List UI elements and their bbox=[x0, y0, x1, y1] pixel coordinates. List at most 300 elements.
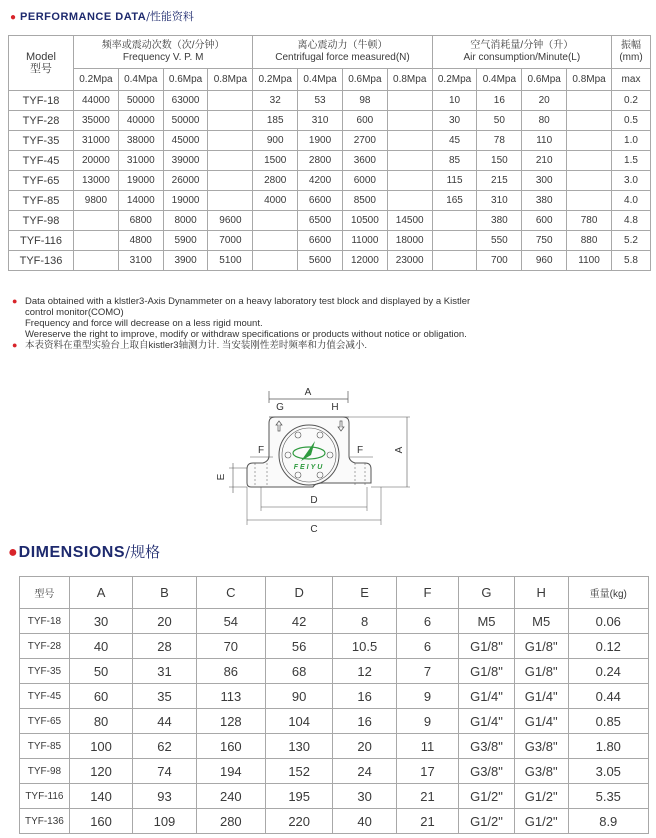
dimension-cell: 160 bbox=[69, 809, 132, 834]
amplitude-cell: 3.0 bbox=[612, 171, 651, 191]
force-cell: 4000 bbox=[253, 191, 298, 211]
pressure-header: 0.4Mpa bbox=[477, 69, 522, 91]
amplitude-cell: 1.5 bbox=[612, 151, 651, 171]
air-cell: 30 bbox=[432, 111, 477, 131]
freq-cell: 20000 bbox=[74, 151, 119, 171]
force-header bbox=[253, 36, 432, 69]
amplitude-cell: 1.0 bbox=[612, 131, 651, 151]
air-header-cn: 空气消耗量/分钟（升） bbox=[470, 40, 574, 51]
dimension-cell: 80 bbox=[69, 709, 132, 734]
dimensions-header-cell: 型号 bbox=[20, 577, 70, 609]
air-cell bbox=[567, 151, 612, 171]
air-cell: 1100 bbox=[567, 251, 612, 271]
air-cell bbox=[567, 191, 612, 211]
bullet-icon: ● bbox=[8, 544, 18, 561]
model-header-cn: 型号 bbox=[30, 63, 52, 75]
freq-cell: 50000 bbox=[163, 111, 208, 131]
freq-cell: 8000 bbox=[163, 211, 208, 231]
model-cell: TYF-98 bbox=[20, 759, 70, 784]
force-cell: 10500 bbox=[342, 211, 387, 231]
dimension-cell: 6 bbox=[396, 609, 458, 634]
air-cell: 20 bbox=[522, 91, 567, 111]
table-row bbox=[9, 211, 651, 231]
dimension-cell: 90 bbox=[265, 684, 332, 709]
pressure-header: 0.8Mpa bbox=[387, 69, 432, 91]
freq-cell: 13000 bbox=[74, 171, 119, 191]
dimension-cell: G1/4" bbox=[514, 709, 568, 734]
logo-text: FEIYU bbox=[293, 464, 325, 471]
dimension-cell: 68 bbox=[265, 659, 332, 684]
air-cell: 210 bbox=[522, 151, 567, 171]
dimension-cell: 31 bbox=[133, 659, 196, 684]
model-cell: TYF-18 bbox=[20, 609, 70, 634]
note-line-2: control monitor(COMO) bbox=[25, 307, 124, 318]
freq-cell: 45000 bbox=[163, 131, 208, 151]
table-row bbox=[9, 191, 651, 211]
dimension-cell: 56 bbox=[265, 634, 332, 659]
table-row bbox=[20, 809, 649, 834]
dimension-cell: 9 bbox=[396, 684, 458, 709]
dimension-cell: 30 bbox=[69, 609, 132, 634]
amplitude-sub-header: max bbox=[612, 69, 651, 91]
air-cell: 750 bbox=[522, 231, 567, 251]
force-cell: 5600 bbox=[298, 251, 343, 271]
force-cell: 32 bbox=[253, 91, 298, 111]
force-cell: 18000 bbox=[387, 231, 432, 251]
force-cell: 23000 bbox=[387, 251, 432, 271]
air-cell: 50 bbox=[477, 111, 522, 131]
freq-cell: 9800 bbox=[74, 191, 119, 211]
dimensions-title-en: DIMENSIONS bbox=[18, 544, 126, 561]
force-cell: 98 bbox=[342, 91, 387, 111]
air-cell bbox=[432, 251, 477, 271]
model-header bbox=[9, 36, 74, 91]
freq-cell: 4800 bbox=[118, 231, 163, 251]
force-cell: 2700 bbox=[342, 131, 387, 151]
model-cell: TYF-18 bbox=[9, 91, 74, 111]
air-cell bbox=[432, 211, 477, 231]
dimension-cell: 44 bbox=[133, 709, 196, 734]
freq-cell bbox=[208, 171, 253, 191]
air-cell bbox=[432, 231, 477, 251]
air-header bbox=[432, 36, 611, 69]
pressure-header: 0.2Mpa bbox=[74, 69, 119, 91]
dimension-cell: 8.9 bbox=[568, 809, 648, 834]
freq-cell: 63000 bbox=[163, 91, 208, 111]
air-cell: 215 bbox=[477, 171, 522, 191]
label-f-left: F bbox=[257, 445, 265, 456]
dimension-cell: 194 bbox=[196, 759, 265, 784]
bullet-icon: ● bbox=[12, 340, 18, 350]
freq-cell: 6800 bbox=[118, 211, 163, 231]
force-cell bbox=[387, 131, 432, 151]
air-cell: 380 bbox=[477, 211, 522, 231]
dimension-cell: 0.06 bbox=[568, 609, 648, 634]
dimensions-section-title bbox=[8, 541, 160, 562]
freq-cell bbox=[74, 231, 119, 251]
model-cell: TYF-98 bbox=[9, 211, 74, 231]
force-cell bbox=[387, 111, 432, 131]
force-cell: 11000 bbox=[342, 231, 387, 251]
performance-title-cn: /性能资料 bbox=[146, 10, 194, 23]
air-cell: 85 bbox=[432, 151, 477, 171]
dimension-cell: 11 bbox=[396, 734, 458, 759]
force-cell: 3600 bbox=[342, 151, 387, 171]
performance-title-en: PERFORMANCE DATA bbox=[20, 11, 147, 23]
label-g: G bbox=[276, 402, 284, 413]
dimension-cell: 42 bbox=[265, 609, 332, 634]
dimensions-header-row bbox=[20, 577, 649, 609]
dimension-cell: G3/8" bbox=[459, 759, 515, 784]
freq-cell: 26000 bbox=[163, 171, 208, 191]
force-cell bbox=[387, 191, 432, 211]
dimension-cell: 20 bbox=[133, 609, 196, 634]
dimension-cell: 28 bbox=[133, 634, 196, 659]
model-cell: TYF-116 bbox=[20, 784, 70, 809]
force-header-en: Centrifugal force measured(N) bbox=[275, 52, 410, 63]
dimensions-header-cell: D bbox=[265, 577, 332, 609]
amplitude-cell: 5.2 bbox=[612, 231, 651, 251]
force-cell: 6600 bbox=[298, 231, 343, 251]
frequency-header bbox=[74, 36, 253, 69]
dimensions-header-cell: A bbox=[69, 577, 132, 609]
freq-cell: 44000 bbox=[74, 91, 119, 111]
model-cell: TYF-65 bbox=[20, 709, 70, 734]
force-cell: 1500 bbox=[253, 151, 298, 171]
note-line-1: Data obtained with a klstler3-Axis Dynammeter on a heavy laboratory test block and displayed by a Kistler bbox=[25, 296, 471, 307]
freq-cell: 5100 bbox=[208, 251, 253, 271]
table-row bbox=[9, 171, 651, 191]
force-cell: 2800 bbox=[253, 171, 298, 191]
air-cell: 10 bbox=[432, 91, 477, 111]
model-cell: TYF-65 bbox=[9, 171, 74, 191]
dimension-cell: M5 bbox=[514, 609, 568, 634]
dimension-cell: 17 bbox=[396, 759, 458, 784]
table-row bbox=[20, 734, 649, 759]
air-cell: 960 bbox=[522, 251, 567, 271]
dimensions-header-cell: B bbox=[133, 577, 196, 609]
dimension-cell: G3/8" bbox=[459, 734, 515, 759]
dimension-cell: 9 bbox=[396, 709, 458, 734]
amplitude-cell: 0.5 bbox=[612, 111, 651, 131]
force-header-cn: 离心震动力（牛顿） bbox=[297, 40, 388, 51]
force-cell bbox=[387, 151, 432, 171]
force-cell: 6600 bbox=[298, 191, 343, 211]
freq-cell: 31000 bbox=[74, 131, 119, 151]
air-cell: 45 bbox=[432, 131, 477, 151]
dimension-cell: 74 bbox=[133, 759, 196, 784]
dimension-cell: G1/8" bbox=[459, 659, 515, 684]
pressure-header: 0.8Mpa bbox=[567, 69, 612, 91]
amplitude-cell: 4.0 bbox=[612, 191, 651, 211]
freq-cell bbox=[208, 131, 253, 151]
freq-cell: 19000 bbox=[163, 191, 208, 211]
dimension-cell: 40 bbox=[333, 809, 396, 834]
force-cell: 4200 bbox=[298, 171, 343, 191]
table-row bbox=[20, 709, 649, 734]
dimension-cell: 20 bbox=[333, 734, 396, 759]
air-cell: 115 bbox=[432, 171, 477, 191]
table-row bbox=[20, 784, 649, 809]
dimension-cell: G3/8" bbox=[514, 734, 568, 759]
dimension-cell: 3.05 bbox=[568, 759, 648, 784]
dimension-cell: 0.12 bbox=[568, 634, 648, 659]
vibrator-dimension-diagram bbox=[205, 383, 415, 533]
force-cell: 6500 bbox=[298, 211, 343, 231]
amplitude-header-en: (mm) bbox=[619, 52, 643, 63]
air-cell: 110 bbox=[522, 131, 567, 151]
dimension-cell: 21 bbox=[396, 809, 458, 834]
dimension-cell: 120 bbox=[69, 759, 132, 784]
notes bbox=[12, 296, 470, 351]
note-line-3: Frequency and force will decrease on a less rigid mount. bbox=[25, 318, 263, 329]
frequency-header-cn: 频率或震动次数（次/分钟） bbox=[101, 40, 225, 51]
freq-cell: 14000 bbox=[118, 191, 163, 211]
pressure-header: 0.2Mpa bbox=[253, 69, 298, 91]
dimension-cell: G1/8" bbox=[514, 634, 568, 659]
bullet-icon: ● bbox=[10, 12, 17, 23]
note-line-4: Wereserve the right to improve, modify or withdraw specifications or products without notice or obligation. bbox=[25, 329, 467, 340]
air-cell: 310 bbox=[477, 191, 522, 211]
air-cell: 700 bbox=[477, 251, 522, 271]
dimension-cell: 5.35 bbox=[568, 784, 648, 809]
performance-section-title bbox=[10, 8, 194, 24]
table-row bbox=[20, 634, 649, 659]
dimension-cell: 280 bbox=[196, 809, 265, 834]
freq-cell: 9600 bbox=[208, 211, 253, 231]
dimension-cell: 7 bbox=[396, 659, 458, 684]
dimension-cell: 8 bbox=[333, 609, 396, 634]
dimension-cell: 0.24 bbox=[568, 659, 648, 684]
model-cell: TYF-136 bbox=[9, 251, 74, 271]
dimension-cell: 130 bbox=[265, 734, 332, 759]
dimension-cell: 86 bbox=[196, 659, 265, 684]
dimension-cell: 35 bbox=[133, 684, 196, 709]
pressure-header: 0.2Mpa bbox=[432, 69, 477, 91]
air-cell: 380 bbox=[522, 191, 567, 211]
pressure-header: 0.4Mpa bbox=[118, 69, 163, 91]
note-chinese bbox=[12, 340, 470, 351]
air-cell: 78 bbox=[477, 131, 522, 151]
dimension-cell: 0.44 bbox=[568, 684, 648, 709]
freq-cell: 3900 bbox=[163, 251, 208, 271]
force-cell: 900 bbox=[253, 131, 298, 151]
pressure-header: 0.6Mpa bbox=[163, 69, 208, 91]
force-cell: 8500 bbox=[342, 191, 387, 211]
model-header-en: Model bbox=[26, 51, 56, 63]
model-cell: TYF-35 bbox=[20, 659, 70, 684]
freq-cell: 7000 bbox=[208, 231, 253, 251]
freq-cell: 39000 bbox=[163, 151, 208, 171]
amplitude-cell: 0.2 bbox=[612, 91, 651, 111]
freq-cell: 35000 bbox=[74, 111, 119, 131]
dimensions-header-cell: C bbox=[196, 577, 265, 609]
force-cell: 2800 bbox=[298, 151, 343, 171]
dimension-cell: 128 bbox=[196, 709, 265, 734]
bullet-icon: ● bbox=[12, 296, 18, 306]
air-cell: 165 bbox=[432, 191, 477, 211]
dimension-cell: 16 bbox=[333, 684, 396, 709]
air-cell bbox=[567, 91, 612, 111]
table-row bbox=[20, 659, 649, 684]
performance-table bbox=[8, 35, 651, 271]
table-row bbox=[9, 231, 651, 251]
freq-cell: 19000 bbox=[118, 171, 163, 191]
freq-cell: 31000 bbox=[118, 151, 163, 171]
dimensions-header-cell: F bbox=[396, 577, 458, 609]
air-cell: 80 bbox=[522, 111, 567, 131]
freq-cell bbox=[208, 111, 253, 131]
dimension-cell: 1.80 bbox=[568, 734, 648, 759]
dimension-cell: 0.85 bbox=[568, 709, 648, 734]
force-cell: 185 bbox=[253, 111, 298, 131]
air-cell bbox=[567, 131, 612, 151]
label-f-right: F bbox=[356, 445, 364, 456]
dimension-cell: G1/4" bbox=[514, 684, 568, 709]
dimension-cell: 104 bbox=[265, 709, 332, 734]
force-cell: 1900 bbox=[298, 131, 343, 151]
label-a-side: A bbox=[394, 446, 405, 454]
dimension-cell: 40 bbox=[69, 634, 132, 659]
force-cell: 12000 bbox=[342, 251, 387, 271]
dimension-cell: G1/8" bbox=[459, 634, 515, 659]
pressure-header: 0.4Mpa bbox=[298, 69, 343, 91]
dimension-cell: 24 bbox=[333, 759, 396, 784]
dimension-cell: 60 bbox=[69, 684, 132, 709]
dimension-cell: 12 bbox=[333, 659, 396, 684]
air-cell: 880 bbox=[567, 231, 612, 251]
dimension-cell: 62 bbox=[133, 734, 196, 759]
dimension-cell: 70 bbox=[196, 634, 265, 659]
dimensions-table bbox=[19, 576, 649, 834]
force-cell bbox=[253, 211, 298, 231]
dimension-cell: G1/2" bbox=[514, 784, 568, 809]
dimension-cell: 113 bbox=[196, 684, 265, 709]
frequency-header-en: Frequency V. P. M bbox=[122, 52, 204, 63]
freq-cell bbox=[74, 251, 119, 271]
dimension-cell: G1/8" bbox=[514, 659, 568, 684]
force-cell: 53 bbox=[298, 91, 343, 111]
dimension-cell: 6 bbox=[396, 634, 458, 659]
air-cell: 600 bbox=[522, 211, 567, 231]
label-e: E bbox=[216, 473, 227, 481]
dimensions-header-cell: G bbox=[459, 577, 515, 609]
force-cell: 600 bbox=[342, 111, 387, 131]
label-a-top: A bbox=[304, 387, 312, 398]
freq-cell: 5900 bbox=[163, 231, 208, 251]
dimension-cell: 16 bbox=[333, 709, 396, 734]
table-row bbox=[9, 131, 651, 151]
dimension-cell: G1/2" bbox=[514, 809, 568, 834]
dimension-cell: 152 bbox=[265, 759, 332, 784]
air-cell: 16 bbox=[477, 91, 522, 111]
air-cell: 300 bbox=[522, 171, 567, 191]
table-row bbox=[20, 684, 649, 709]
dimensions-header-cell: 重量(kg) bbox=[568, 577, 648, 609]
label-h: H bbox=[331, 402, 339, 413]
dimension-cell: 21 bbox=[396, 784, 458, 809]
pressure-header: 0.6Mpa bbox=[522, 69, 567, 91]
model-cell: TYF-85 bbox=[9, 191, 74, 211]
pressure-header: 0.8Mpa bbox=[208, 69, 253, 91]
model-cell: TYF-45 bbox=[20, 684, 70, 709]
air-header-en: Air consumption/Minute(L) bbox=[463, 52, 581, 63]
label-d: D bbox=[310, 495, 318, 506]
amplitude-cell: 5.8 bbox=[612, 251, 651, 271]
freq-cell bbox=[208, 91, 253, 111]
table-row bbox=[9, 251, 651, 271]
force-cell bbox=[253, 251, 298, 271]
dimension-cell: M5 bbox=[459, 609, 515, 634]
dimension-cell: G1/2" bbox=[459, 784, 515, 809]
table-row bbox=[20, 609, 649, 634]
pressure-header: 0.6Mpa bbox=[342, 69, 387, 91]
freq-cell bbox=[208, 191, 253, 211]
model-cell: TYF-28 bbox=[20, 634, 70, 659]
dimension-cell: 195 bbox=[265, 784, 332, 809]
model-cell: TYF-116 bbox=[9, 231, 74, 251]
dimension-cell: G1/4" bbox=[459, 684, 515, 709]
dimensions-title-cn: /规格 bbox=[125, 543, 161, 561]
dimension-cell: 109 bbox=[133, 809, 196, 834]
note-english bbox=[12, 296, 470, 307]
air-cell: 550 bbox=[477, 231, 522, 251]
model-cell: TYF-85 bbox=[20, 734, 70, 759]
freq-cell: 3100 bbox=[118, 251, 163, 271]
air-cell: 150 bbox=[477, 151, 522, 171]
air-cell: 780 bbox=[567, 211, 612, 231]
dimension-cell: 54 bbox=[196, 609, 265, 634]
freq-cell: 50000 bbox=[118, 91, 163, 111]
table-row bbox=[20, 759, 649, 784]
dimension-cell: 160 bbox=[196, 734, 265, 759]
air-cell bbox=[567, 171, 612, 191]
force-cell: 14500 bbox=[387, 211, 432, 231]
label-c: C bbox=[310, 524, 318, 533]
freq-cell: 38000 bbox=[118, 131, 163, 151]
dimension-cell: G3/8" bbox=[514, 759, 568, 784]
force-cell bbox=[387, 91, 432, 111]
amplitude-cell: 4.8 bbox=[612, 211, 651, 231]
table-row bbox=[9, 91, 651, 111]
dimension-cell: G1/2" bbox=[459, 809, 515, 834]
model-cell: TYF-28 bbox=[9, 111, 74, 131]
table-row bbox=[9, 151, 651, 171]
dimension-cell: 220 bbox=[265, 809, 332, 834]
dimensions-header-cell: H bbox=[514, 577, 568, 609]
force-cell bbox=[253, 231, 298, 251]
force-cell bbox=[387, 171, 432, 191]
freq-cell: 40000 bbox=[118, 111, 163, 131]
dimension-cell: G1/4" bbox=[459, 709, 515, 734]
model-cell: TYF-136 bbox=[20, 809, 70, 834]
freq-cell bbox=[74, 211, 119, 231]
dimension-cell: 140 bbox=[69, 784, 132, 809]
dimension-cell: 50 bbox=[69, 659, 132, 684]
freq-cell bbox=[208, 151, 253, 171]
force-cell: 310 bbox=[298, 111, 343, 131]
note-line-5: 本表资料在重型实验台上取自kistler3轴测力计. 当安装刚性差时频率和力值会减小. bbox=[25, 340, 368, 351]
dimension-cell: 10.5 bbox=[333, 634, 396, 659]
air-cell bbox=[567, 111, 612, 131]
dimension-cell: 30 bbox=[333, 784, 396, 809]
dimension-cell: 100 bbox=[69, 734, 132, 759]
amplitude-header bbox=[612, 36, 651, 69]
force-cell: 6000 bbox=[342, 171, 387, 191]
amplitude-header-cn: 振幅 bbox=[621, 40, 641, 51]
model-cell: TYF-45 bbox=[9, 151, 74, 171]
model-cell: TYF-35 bbox=[9, 131, 74, 151]
